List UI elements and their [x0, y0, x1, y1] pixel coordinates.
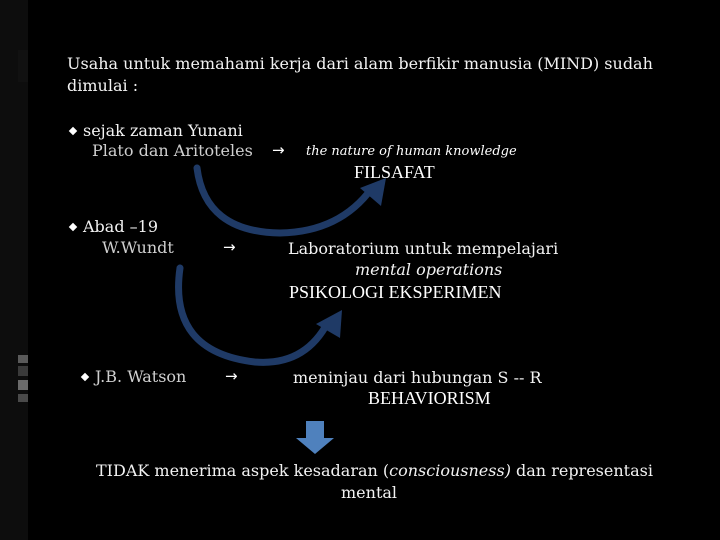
item2-row	[68, 216, 158, 238]
block-down-arrow-icon	[296, 421, 334, 454]
conclusion-line-1	[96, 460, 653, 482]
conclusion-text-end: dan representasi	[510, 461, 653, 480]
item1-field: FILSAFAT	[354, 162, 435, 182]
conclusion-text-start: TIDAK menerima aspek kesadaran (	[96, 461, 390, 480]
conclusion-text-italic: consciousness)	[389, 461, 511, 480]
diamond-bullet-icon	[69, 127, 77, 135]
right-arrow-icon-3: →	[225, 367, 238, 385]
item2-label: Abad –19	[83, 217, 159, 236]
item1-label: sejak zaman Yunani	[83, 121, 243, 140]
item2-description-line1: Laboratorium untuk mempelajari	[288, 239, 559, 258]
intro-line-2: dimulai :	[67, 76, 139, 95]
item3-description: meninjau dari hubungan S -- R	[293, 368, 542, 387]
diamond-bullet-icon	[81, 373, 89, 381]
conclusion-line-2: mental	[341, 483, 398, 502]
right-arrow-icon-1: →	[272, 141, 285, 159]
item3-row	[80, 367, 186, 386]
item2-names: W.Wundt	[102, 238, 174, 257]
curved-arrow-icon-1	[197, 168, 372, 233]
intro-line-1: Usaha untuk memahami kerja dari alam berfikir manusia (MIND) sudah	[67, 54, 653, 73]
item1-description: the nature of human knowledge	[306, 144, 517, 159]
item3-field: BEHAVIORISM	[368, 388, 491, 408]
item2-description-line2: mental operations	[355, 260, 503, 279]
right-arrow-icon-2: →	[223, 238, 236, 256]
item3-label: J.B. Watson	[95, 367, 187, 386]
diamond-bullet-icon	[69, 223, 77, 231]
item1-row	[68, 120, 243, 142]
item1-names: Plato dan Aritoteles	[92, 141, 253, 160]
item2-field: PSIKOLOGI EKSPERIMEN	[289, 282, 502, 302]
